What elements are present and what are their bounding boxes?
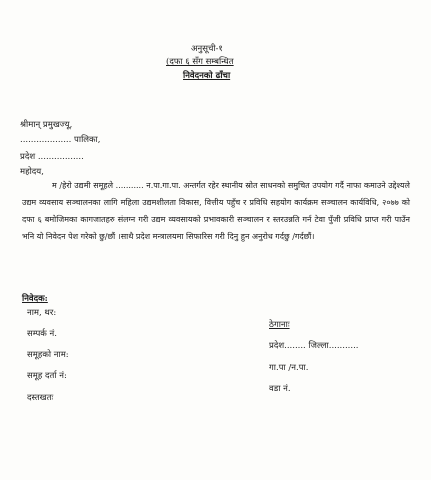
- body-paragraph: [22, 177, 410, 245]
- salutation: महोदय,: [20, 167, 44, 177]
- group-name-field: समूहको नाम:: [27, 350, 69, 360]
- group-registration-field: समूह दर्ता नं:: [27, 371, 67, 381]
- signature-field: दस्तखतः: [27, 393, 54, 403]
- addressee-line: श्रीमान् प्रमुखज्यू,: [20, 120, 73, 130]
- address-heading: ठेगानाः: [269, 320, 290, 330]
- address-municipality-field: गा.पा /न.पा.: [269, 363, 309, 373]
- document-subtitle: (दफा ६ सँग सम्बन्धित: [166, 57, 234, 67]
- document-title: निवेदनको ढाँचा: [183, 71, 231, 81]
- annex-label: अनुसूची-१: [191, 44, 223, 54]
- province-line: प्रदेश .................: [20, 152, 84, 162]
- body-text: म /हेरो उद्यमी समूहले ........... न.पा.गा.पा. अन्तर्गत रहेर स्थानीय स्रोत साधनको समुचित उपयोग गर्दै नाफा कमाउने उद्देश्यले उद्यम व्यवसाय सञ्चालनका लागि महिला उद्यमशीलता विकास, वित्तीय पहुँच र प्रविधि सहयोग कार्यक्रम सञ्चालन कार्यविधि, २०७७ को दफा ६ बमोजिमका कागजातहरु संलग्न गरी उद्यम व्यवसायको प्रभावकारी सञ्चालन र स्तरउन्नति गर्न टेवा पुँजी प्रविधि प्राप्त गरी पाउँन भनि यो निवेदन पेश गरेको छु/छौं ।साथै प्रदेश मन्त्रालयमा सिफारिस गरी दिनु हुन अनुरोध गर्दछु /गर्दछौं।: [22, 181, 410, 241]
- applicant-name-field: नाम, थर:: [27, 308, 57, 318]
- municipality-line: ................... पालिका,: [20, 135, 101, 145]
- applicant-contact-field: सम्पर्क नं.: [27, 329, 57, 339]
- applicant-heading: निवेदक:: [22, 294, 48, 304]
- address-ward-field: वडा नं.: [269, 384, 291, 394]
- address-province-field: प्रदेश........ जिल्ला...........: [269, 341, 359, 351]
